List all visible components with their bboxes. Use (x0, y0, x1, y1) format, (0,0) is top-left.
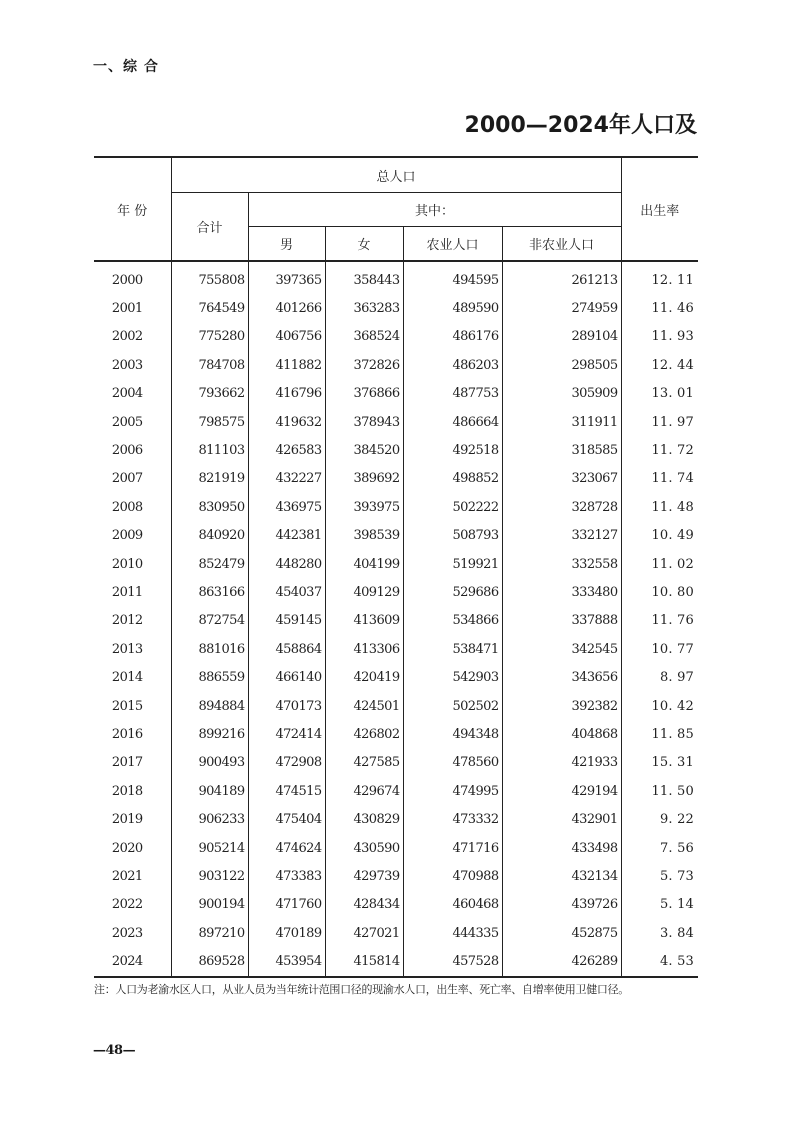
cell-agricultural: 487753 (403, 380, 502, 408)
cell-agricultural: 529686 (403, 578, 502, 606)
cell-female: 393975 (325, 493, 403, 521)
cell-total: 886559 (171, 663, 248, 691)
table-row (94, 805, 698, 833)
cell-birth-rate: 5. 73 (621, 862, 698, 890)
cell-non-agricultural: 328728 (502, 493, 621, 521)
cell-birth-rate: 8. 97 (621, 663, 698, 691)
cell-year: 2001 (94, 294, 171, 322)
cell-total: 830950 (171, 493, 248, 521)
cell-male: 472414 (248, 720, 325, 748)
cell-male: 454037 (248, 578, 325, 606)
cell-male: 406756 (248, 323, 325, 351)
cell-total: 897210 (171, 919, 248, 947)
cell-agricultural: 478560 (403, 749, 502, 777)
cell-female: 430590 (325, 834, 403, 862)
cell-birth-rate: 11. 72 (621, 436, 698, 464)
cell-non-agricultural: 433498 (502, 834, 621, 862)
cell-agricultural: 494348 (403, 720, 502, 748)
cell-year: 2022 (94, 891, 171, 919)
table-row (94, 891, 698, 919)
cell-non-agricultural: 289104 (502, 323, 621, 351)
cell-birth-rate: 4. 53 (621, 947, 698, 976)
cell-female: 428434 (325, 891, 403, 919)
table-row (94, 380, 698, 408)
section-label: 一、综 合 (93, 59, 159, 75)
cell-agricultural: 460468 (403, 891, 502, 919)
table-row (94, 749, 698, 777)
cell-female: 384520 (325, 436, 403, 464)
cell-year: 2010 (94, 550, 171, 578)
cell-year: 2012 (94, 607, 171, 635)
cell-female: 430829 (325, 805, 403, 833)
cell-agricultural: 502502 (403, 692, 502, 720)
table-header (94, 157, 698, 261)
cell-female: 358443 (325, 261, 403, 294)
cell-female: 398539 (325, 522, 403, 550)
table-row (94, 663, 698, 691)
cell-male: 432227 (248, 465, 325, 493)
cell-total: 811103 (171, 436, 248, 464)
cell-birth-rate: 12. 11 (621, 261, 698, 294)
table-row (94, 720, 698, 748)
cell-agricultural: 470988 (403, 862, 502, 890)
cell-total: 869528 (171, 947, 248, 976)
cell-female: 429739 (325, 862, 403, 890)
table-row (94, 607, 698, 635)
cell-female: 389692 (325, 465, 403, 493)
table-row (94, 294, 698, 322)
table-row (94, 351, 698, 379)
cell-non-agricultural: 332558 (502, 550, 621, 578)
cell-total: 755808 (171, 261, 248, 294)
cell-year: 2005 (94, 408, 171, 436)
table-row (94, 522, 698, 550)
cell-female: 420419 (325, 663, 403, 691)
cell-male: 472908 (248, 749, 325, 777)
cell-birth-rate: 10. 49 (621, 522, 698, 550)
cell-non-agricultural: 305909 (502, 380, 621, 408)
cell-non-agricultural: 392382 (502, 692, 621, 720)
cell-male: 442381 (248, 522, 325, 550)
cell-agricultural: 519921 (403, 550, 502, 578)
cell-male: 397365 (248, 261, 325, 294)
cell-non-agricultural: 429194 (502, 777, 621, 805)
cell-agricultural: 508793 (403, 522, 502, 550)
cell-year: 2008 (94, 493, 171, 521)
cell-male: 474624 (248, 834, 325, 862)
page-number: —48— (93, 1043, 136, 1058)
header-agricultural: 农业人口 (403, 227, 502, 262)
cell-male: 473383 (248, 862, 325, 890)
cell-birth-rate: 11. 46 (621, 294, 698, 322)
cell-female: 409129 (325, 578, 403, 606)
cell-year: 2020 (94, 834, 171, 862)
cell-agricultural: 486664 (403, 408, 502, 436)
header-total: 合计 (171, 193, 248, 262)
cell-total: 840920 (171, 522, 248, 550)
cell-birth-rate: 11. 50 (621, 777, 698, 805)
table-row (94, 635, 698, 663)
cell-agricultural: 486203 (403, 351, 502, 379)
footnote: 注：人口为老渝水区人口，从业人员为当年统计范围口径的现渝水人口，出生率、死亡率、自增率使用卫健口径。 (94, 983, 629, 996)
cell-female: 363283 (325, 294, 403, 322)
population-table (94, 156, 698, 978)
table-title: 2000—2024年人口及 (464, 113, 697, 138)
cell-female: 372826 (325, 351, 403, 379)
table-row (94, 834, 698, 862)
table-row (94, 862, 698, 890)
cell-birth-rate: 5. 14 (621, 891, 698, 919)
cell-female: 368524 (325, 323, 403, 351)
cell-birth-rate: 3. 84 (621, 919, 698, 947)
cell-agricultural: 538471 (403, 635, 502, 663)
cell-agricultural: 457528 (403, 947, 502, 976)
cell-non-agricultural: 333480 (502, 578, 621, 606)
cell-total: 764549 (171, 294, 248, 322)
cell-male: 436975 (248, 493, 325, 521)
cell-non-agricultural: 421933 (502, 749, 621, 777)
cell-total: 906233 (171, 805, 248, 833)
table-row (94, 408, 698, 436)
cell-birth-rate: 10. 80 (621, 578, 698, 606)
header-total-population: 总人口 (171, 157, 621, 193)
cell-year: 2016 (94, 720, 171, 748)
cell-male: 448280 (248, 550, 325, 578)
cell-total: 793662 (171, 380, 248, 408)
cell-female: 427585 (325, 749, 403, 777)
table-row (94, 465, 698, 493)
table-row (94, 436, 698, 464)
cell-year: 2011 (94, 578, 171, 606)
cell-birth-rate: 15. 31 (621, 749, 698, 777)
cell-birth-rate: 11. 48 (621, 493, 698, 521)
cell-female: 427021 (325, 919, 403, 947)
cell-year: 2013 (94, 635, 171, 663)
cell-non-agricultural: 298505 (502, 351, 621, 379)
cell-non-agricultural: 426289 (502, 947, 621, 976)
cell-non-agricultural: 274959 (502, 294, 621, 322)
cell-non-agricultural: 432134 (502, 862, 621, 890)
cell-male: 401266 (248, 294, 325, 322)
table-row (94, 919, 698, 947)
cell-year: 2023 (94, 919, 171, 947)
cell-year: 2002 (94, 323, 171, 351)
cell-year: 2009 (94, 522, 171, 550)
cell-female: 415814 (325, 947, 403, 976)
cell-agricultural: 444335 (403, 919, 502, 947)
cell-male: 474515 (248, 777, 325, 805)
cell-year: 2015 (94, 692, 171, 720)
cell-male: 416796 (248, 380, 325, 408)
cell-non-agricultural: 337888 (502, 607, 621, 635)
cell-male: 453954 (248, 947, 325, 976)
cell-total: 900194 (171, 891, 248, 919)
cell-agricultural: 473332 (403, 805, 502, 833)
cell-agricultural: 498852 (403, 465, 502, 493)
cell-agricultural: 502222 (403, 493, 502, 521)
cell-male: 411882 (248, 351, 325, 379)
cell-non-agricultural: 342545 (502, 635, 621, 663)
cell-birth-rate: 12. 44 (621, 351, 698, 379)
table-row (94, 493, 698, 521)
cell-female: 429674 (325, 777, 403, 805)
header-year: 年 份 (94, 157, 171, 261)
header-female: 女 (325, 227, 403, 262)
table-row (94, 323, 698, 351)
cell-agricultural: 542903 (403, 663, 502, 691)
cell-agricultural: 486176 (403, 323, 502, 351)
cell-male: 475404 (248, 805, 325, 833)
cell-non-agricultural: 343656 (502, 663, 621, 691)
cell-total: 798575 (171, 408, 248, 436)
cell-non-agricultural: 432901 (502, 805, 621, 833)
cell-birth-rate: 9. 22 (621, 805, 698, 833)
cell-female: 404199 (325, 550, 403, 578)
table-row (94, 777, 698, 805)
cell-agricultural: 489590 (403, 294, 502, 322)
header-birth-rate: 出生率 (621, 157, 698, 261)
cell-male: 419632 (248, 408, 325, 436)
cell-non-agricultural: 404868 (502, 720, 621, 748)
cell-birth-rate: 11. 97 (621, 408, 698, 436)
cell-year: 2018 (94, 777, 171, 805)
cell-total: 852479 (171, 550, 248, 578)
cell-total: 872754 (171, 607, 248, 635)
cell-agricultural: 474995 (403, 777, 502, 805)
cell-female: 424501 (325, 692, 403, 720)
cell-birth-rate: 10. 77 (621, 635, 698, 663)
cell-female: 378943 (325, 408, 403, 436)
cell-birth-rate: 11. 93 (621, 323, 698, 351)
cell-birth-rate: 7. 56 (621, 834, 698, 862)
cell-year: 2024 (94, 947, 171, 976)
cell-total: 784708 (171, 351, 248, 379)
cell-total: 903122 (171, 862, 248, 890)
header-male: 男 (248, 227, 325, 262)
cell-agricultural: 494595 (403, 261, 502, 294)
cell-birth-rate: 11. 85 (621, 720, 698, 748)
table-row (94, 578, 698, 606)
cell-agricultural: 471716 (403, 834, 502, 862)
cell-male: 471760 (248, 891, 325, 919)
cell-non-agricultural: 452875 (502, 919, 621, 947)
cell-non-agricultural: 261213 (502, 261, 621, 294)
cell-non-agricultural: 318585 (502, 436, 621, 464)
cell-year: 2017 (94, 749, 171, 777)
cell-male: 459145 (248, 607, 325, 635)
cell-year: 2007 (94, 465, 171, 493)
cell-agricultural: 534866 (403, 607, 502, 635)
cell-non-agricultural: 311911 (502, 408, 621, 436)
cell-total: 900493 (171, 749, 248, 777)
table-row (94, 261, 698, 294)
table-row (94, 550, 698, 578)
cell-total: 821919 (171, 465, 248, 493)
cell-birth-rate: 13. 01 (621, 380, 698, 408)
cell-total: 904189 (171, 777, 248, 805)
cell-total: 905214 (171, 834, 248, 862)
cell-male: 470173 (248, 692, 325, 720)
cell-female: 413609 (325, 607, 403, 635)
cell-year: 2000 (94, 261, 171, 294)
cell-birth-rate: 11. 02 (621, 550, 698, 578)
cell-year: 2006 (94, 436, 171, 464)
cell-birth-rate: 10. 42 (621, 692, 698, 720)
table-row (94, 947, 698, 976)
cell-total: 894884 (171, 692, 248, 720)
table-row (94, 692, 698, 720)
table-body (94, 261, 698, 977)
cell-total: 775280 (171, 323, 248, 351)
cell-year: 2019 (94, 805, 171, 833)
cell-female: 426802 (325, 720, 403, 748)
cell-agricultural: 492518 (403, 436, 502, 464)
cell-total: 881016 (171, 635, 248, 663)
cell-year: 2003 (94, 351, 171, 379)
cell-year: 2014 (94, 663, 171, 691)
cell-male: 458864 (248, 635, 325, 663)
cell-birth-rate: 11. 76 (621, 607, 698, 635)
cell-male: 466140 (248, 663, 325, 691)
cell-total: 899216 (171, 720, 248, 748)
cell-total: 863166 (171, 578, 248, 606)
cell-non-agricultural: 332127 (502, 522, 621, 550)
header-of-which: 其中： (248, 193, 621, 227)
header-non-agricultural: 非农业人口 (502, 227, 621, 262)
cell-female: 376866 (325, 380, 403, 408)
cell-year: 2004 (94, 380, 171, 408)
cell-year: 2021 (94, 862, 171, 890)
cell-non-agricultural: 439726 (502, 891, 621, 919)
cell-male: 470189 (248, 919, 325, 947)
cell-non-agricultural: 323067 (502, 465, 621, 493)
cell-female: 413306 (325, 635, 403, 663)
cell-male: 426583 (248, 436, 325, 464)
cell-birth-rate: 11. 74 (621, 465, 698, 493)
